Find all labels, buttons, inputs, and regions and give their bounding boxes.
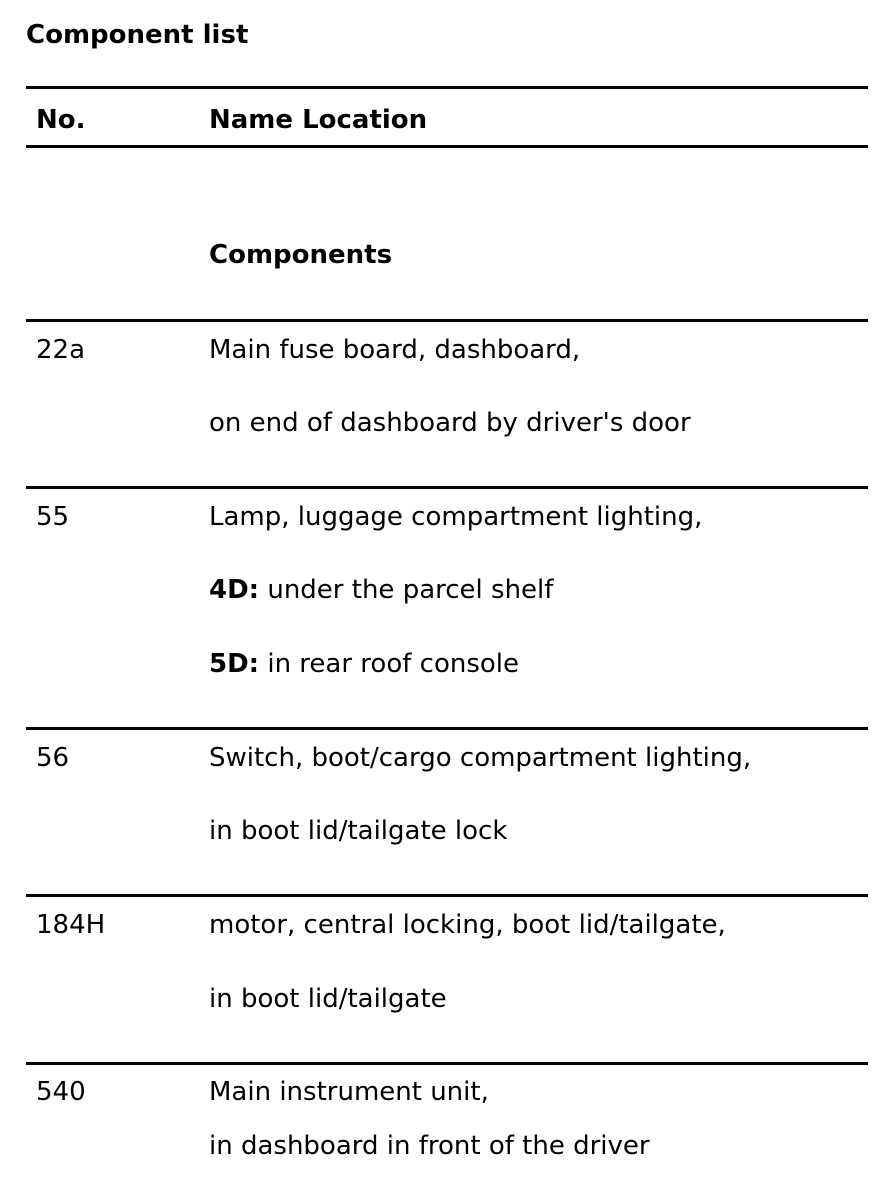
row-divider [26, 319, 868, 322]
row-number: 22a [36, 335, 86, 365]
row-line [209, 645, 519, 683]
row-line-text: in boot lid/tailgate [209, 984, 447, 1014]
header-bottom-rule [26, 145, 868, 148]
row-line-text: Main instrument unit, [209, 1077, 489, 1107]
section-heading: Components [209, 240, 393, 270]
row-line [209, 498, 702, 536]
row-line-text: under the parcel shelf [259, 575, 554, 605]
row-line [209, 739, 751, 777]
row-number: 540 [36, 1077, 86, 1107]
row-line [209, 1073, 489, 1111]
row-line-text: Switch, boot/cargo compartment lighting, [209, 743, 752, 773]
row-line-text: in boot lid/tailgate lock [209, 816, 508, 846]
page-title: Component list [26, 20, 249, 50]
row-number: 184H [36, 910, 106, 940]
row-line [209, 906, 726, 944]
row-line-text: in dashboard in front of the driver [209, 1131, 650, 1161]
row-line-text: on end of dashboard by driver's door [209, 408, 691, 438]
row-line [209, 1127, 650, 1165]
row-line-prefix: 5D: [209, 649, 260, 679]
table-top-rule [26, 86, 868, 89]
row-divider [26, 894, 868, 897]
row-line-prefix: 4D: [209, 575, 260, 605]
row-line [209, 812, 507, 850]
row-divider [26, 727, 868, 730]
column-header-no: No. [36, 105, 86, 135]
row-line [209, 331, 580, 369]
row-line [209, 571, 553, 609]
row-line [209, 980, 447, 1018]
row-line-text: in rear roof console [259, 649, 520, 679]
row-line-text: motor, central locking, boot lid/tailgate, [209, 910, 726, 940]
row-number: 55 [36, 502, 70, 532]
row-divider [26, 1062, 868, 1065]
column-header-name-location: Name Location [209, 105, 428, 135]
row-line-text: Lamp, luggage compartment lighting, [209, 502, 703, 532]
row-line [209, 404, 691, 442]
row-number: 56 [36, 743, 70, 773]
row-line-text: Main fuse board, dashboard, [209, 335, 581, 365]
row-divider [26, 486, 868, 489]
